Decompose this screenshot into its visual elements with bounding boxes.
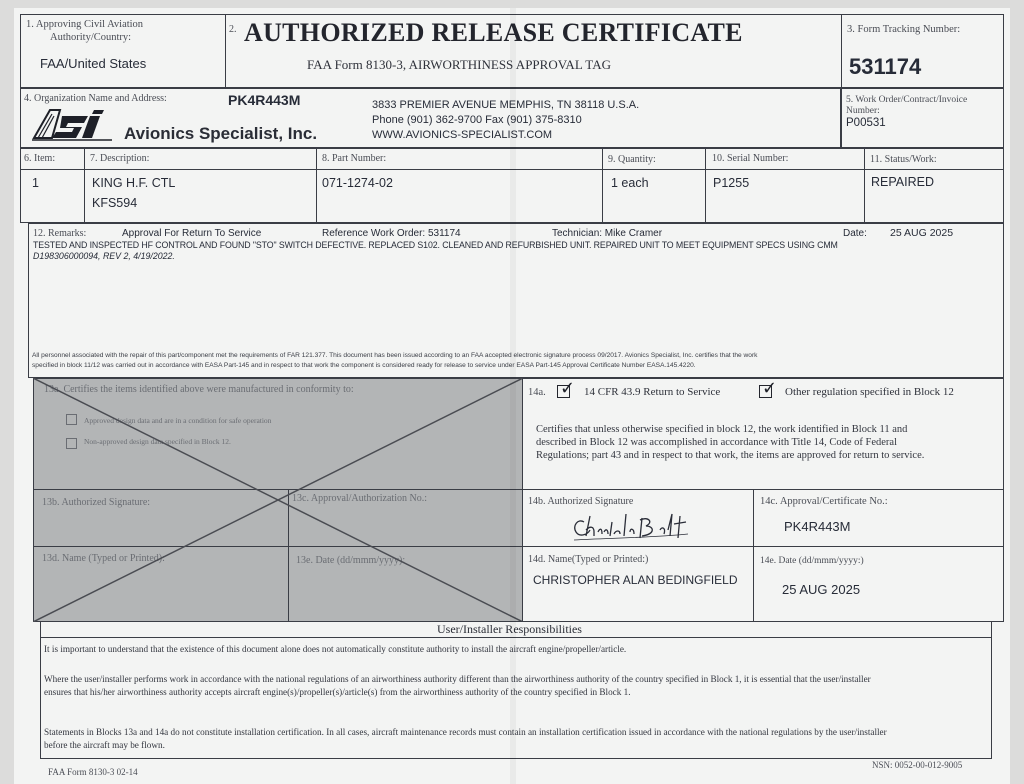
user-installer-heading-divider — [40, 637, 992, 638]
user-installer-p2: Where the user/installer performs work in accordance with the national regulations of an airworthiness authority different than the airworthiness authority of the country specified in Block 1, it is essential that the user/installer ensures that his/her airworthiness authority accepts aircraft engine(s)/propeller(s)/article(s) from the airworthiness authority of the country specified in Block 1. — [44, 674, 871, 697]
user-installer-heading: User/Installer Responsibilities — [437, 622, 582, 636]
serial-number-header: 10. Serial Number: — [712, 153, 789, 164]
approval-certificate-number: PK4R443M — [784, 519, 851, 534]
remarks-ref-wo: Reference Work Order: 531174 — [322, 228, 461, 239]
block13-cross-out — [33, 378, 523, 622]
block13-opt1: Approved design data and are in a condition for safe operation — [84, 416, 272, 425]
asi-logo — [30, 106, 114, 142]
block14b-label: 14b. Authorized Signature — [528, 496, 634, 507]
remarks-footer-2: specified in block 11/12 was carried out in accordance with EASA Part-145 and in respect to that work the component is considered ready for release to service under EASA Part-145 Approval Certificate Number EASA.145.4220. — [32, 362, 696, 369]
status-value: REPAIRED — [871, 175, 934, 189]
user-installer-p1: It is important to understand that the existence of this document alone does not automatically constitute authority to install the aircraft engine/propeller/article. — [44, 644, 627, 654]
remarks-footer-1: All personnel associated with the repair of this part/component met the requirements of FAR 121.377. This document has been issued according to an FAA accepted electronic signature process 09/2017. Avionics Specialist, Inc. certifies that the work — [32, 352, 758, 359]
form-number-footer: FAA Form 8130-3 02-14 — [48, 767, 138, 777]
quantity-value: 1 each — [611, 176, 649, 190]
block1-value: FAA/United States — [40, 56, 147, 71]
status-header: 11. Status/Work: — [870, 154, 937, 165]
part-number-header: 8. Part Number: — [322, 153, 387, 164]
block13-opt2: Non-approved design data specified in Block 12. — [84, 437, 231, 446]
paper-fold — [510, 8, 516, 784]
block4-label: 4. Organization Name and Address: — [24, 93, 167, 104]
block14a-certifies: Certifies that unless otherwise specified in block 12, the work identified in Block 11 and described in Block 12 was accomplished in accordance with Title 14, Code of Federal Regulations; part 43 and in respect to that work, the items are approved for return to service. — [536, 424, 925, 461]
col-divider — [864, 148, 865, 223]
org-web: WWW.AVIONICS-SPECIALIST.COM — [372, 129, 553, 141]
block1-label: 1. Approving Civil Aviation — [26, 19, 144, 30]
org-code: PK4R443M — [228, 92, 301, 108]
remarks-date: 25 AUG 2025 — [890, 227, 954, 239]
item-value: 1 — [32, 176, 39, 190]
block5-label: 5. Work Order/Contract/Invoice — [846, 95, 968, 105]
part-number-value: 071-1274-02 — [322, 176, 393, 190]
block3-label: 3. Form Tracking Number: — [847, 24, 961, 35]
work-order-number: P00531 — [846, 117, 886, 129]
cfr-43-9-label: 14 CFR 43.9 Return to Service — [584, 386, 721, 398]
cfr-43-9-checkbox[interactable]: ✓ — [557, 385, 570, 398]
block13e-label: 13e. Date (dd/mmm/yyyy): — [296, 555, 406, 566]
other-regulation-checkbox[interactable]: ✓ — [759, 385, 772, 398]
col-divider — [84, 148, 85, 223]
description-header: 7. Description: — [90, 153, 150, 164]
other-regulation-label: Other regulation specified in Block 12 — [785, 386, 954, 398]
block1-label-2: Authority/Country: — [50, 32, 132, 43]
authorized-signature — [568, 508, 708, 546]
block5-label-2: Number: — [846, 106, 880, 116]
block13d-label: 13d. Name (Typed or Printed): — [42, 553, 165, 564]
nsn-footer: NSN: 0052-00-012-9005 — [872, 760, 963, 770]
description-value: KING H.F. CTL — [92, 176, 176, 190]
remarks-text-2: D198306000094, REV 2, 4/19/2022. — [33, 251, 175, 261]
item-header: 6. Item: — [24, 153, 56, 164]
page-title: AUTHORIZED RELEASE CERTIFICATE — [244, 18, 743, 47]
remarks-technician: Technician: Mike Cramer — [552, 228, 663, 239]
block13b-label: 13b. Authorized Signature: — [42, 497, 151, 508]
user-installer-p3: Statements in Blocks 13a and 14a do not constitute installation certification. In all cases, aircraft maintenance records must contain an installation certification issued in accordance with the national regulations by the user/installer before the aircraft may be flown. — [44, 727, 887, 750]
remarks-label: 12. Remarks: — [33, 228, 87, 239]
page-subtitle: FAA Form 8130-3, AIRWORTHINESS APPROVAL TAG — [307, 57, 611, 72]
block14c-label: 14c. Approval/Certificate No.: — [760, 496, 888, 507]
block14e-date: 25 AUG 2025 — [782, 582, 861, 597]
col-divider — [602, 148, 603, 223]
serial-number-value: P1255 — [713, 176, 750, 190]
signature-name — [568, 508, 569, 509]
block14a-label: 14a. — [528, 387, 546, 398]
block14e-label: 14e. Date (dd/mmm/yyyy:) — [760, 556, 864, 566]
col-divider — [705, 148, 706, 223]
description-value-2: KFS594 — [92, 196, 138, 210]
org-address: 3833 PREMIER AVENUE MEMPHIS, TN 38118 U.S.A. — [372, 99, 640, 111]
col-divider — [316, 148, 317, 223]
form-tracking-number: 531174 — [849, 54, 922, 79]
org-phone: Phone (901) 362-9700 Fax (901) 375-8310 — [372, 114, 582, 126]
block14d-label: 14d. Name(Typed or Printed:) — [528, 554, 649, 565]
org-name: Avionics Specialist, Inc. — [124, 124, 318, 143]
block13a-label: 13a. Certifies the items identified above were manufactured in conformity to: — [44, 384, 354, 395]
remarks-text-1: TESTED AND INSPECTED HF CONTROL AND FOUND "STO" SWITCH DEFECTIVE. REPLACED S102. CLEANED AND REFURBISHED UNIT. REPAIRED UNIT TO MEET EQUIPMENT SPECS USING CMM — [33, 240, 838, 250]
quantity-header: 9. Quantity: — [608, 154, 656, 165]
remarks-date-label: Date: — [843, 228, 867, 239]
block13c-label: 13c. Approval/Authorization No.: — [292, 493, 427, 504]
block2-num: 2. — [229, 24, 237, 35]
remarks-approval: Approval For Return To Service — [122, 228, 262, 239]
certifier-name: CHRISTOPHER ALAN BEDINGFIELD — [533, 573, 738, 587]
